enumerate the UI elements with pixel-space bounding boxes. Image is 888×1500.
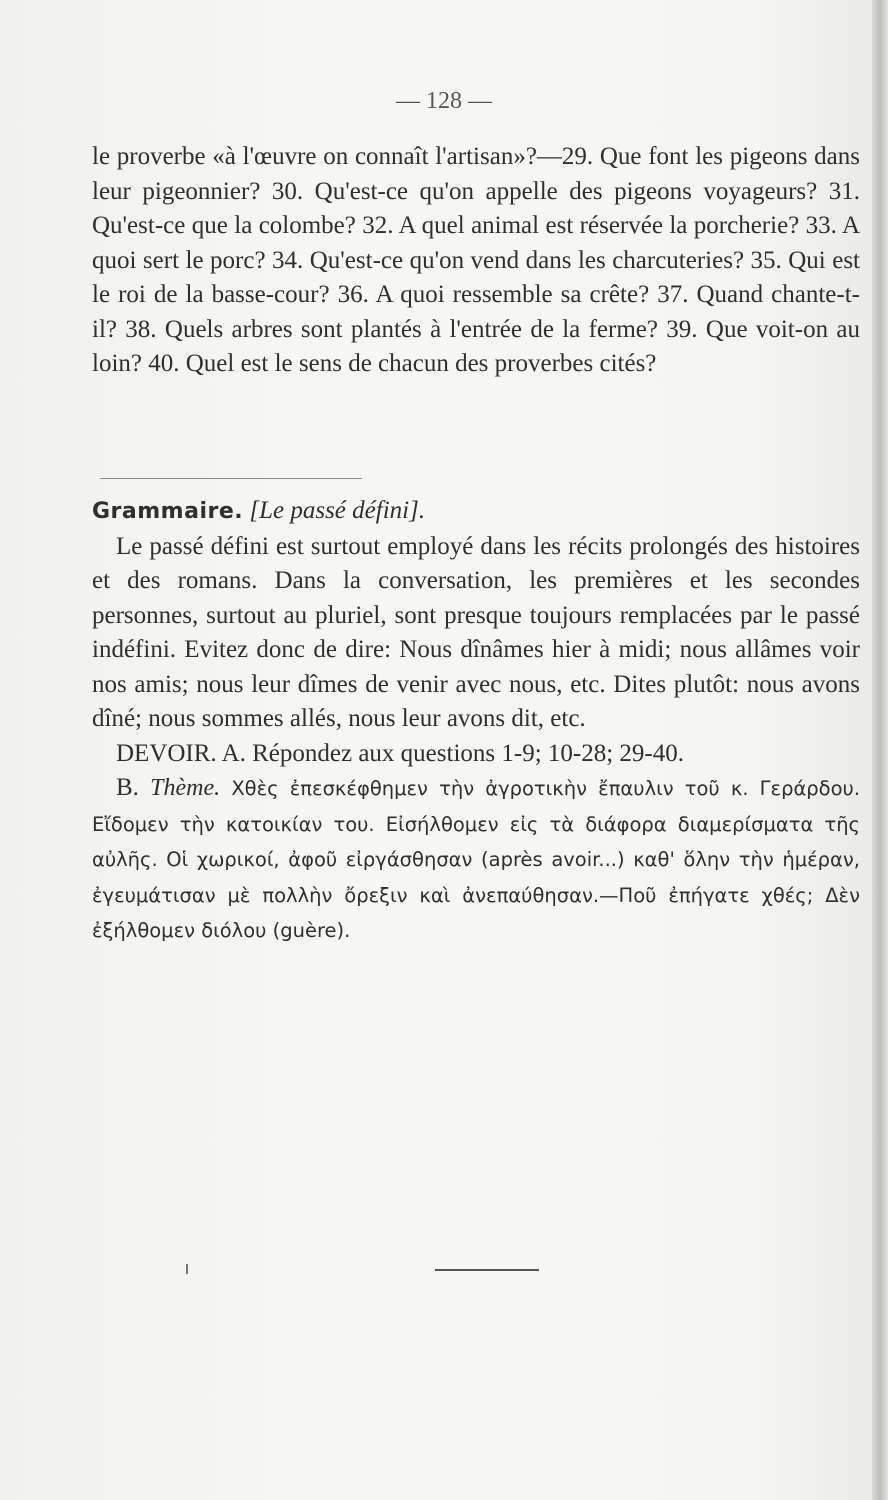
page-number: — 128 — [396, 88, 492, 114]
devoir-text: A. Répondez aux questions 1-9; 10-28; 29-40. [221, 739, 684, 767]
end-rule [435, 1269, 539, 1271]
grammar-subheading: [Le passé défini]. [249, 497, 426, 524]
grammar-section [92, 494, 860, 949]
margin-mark [186, 1264, 188, 1274]
theme-letter: B. [116, 774, 139, 801]
grammar-body: Le passé défini est surtout employé dans les récits prolongés des histoires et des romans. Dans la conversation, les premières et les secondes personnes, surtout au pluriel, sont presque toujours remplacées par le passé indéfini. Evitez donc de dire: Nous dînâmes hier à midi; nous allâmes voir nos amis; nous leur dîmes de venir avec nous, etc. Dites plutôt: nous avons dîné; nous sommes allés, nous leur avons dit, etc. [92, 532, 860, 732]
devoir-line [92, 737, 860, 772]
theme-paragraph [92, 771, 860, 949]
theme-text: Χθὲς ἐπεσκέφθημεν τὴν ἀγροτικὴν ἔπαυλιν τοῦ κ. Γεράρδου. Εἴδομεν τὴν κατοικίαν του. Εἰσήλθομεν εἰς τὰ διάφορα διαμερίσματα τῆς αὐλῆς. Οἱ χωρικοί, ἀφοῦ εἰργάσθησαν (après avoir...) καθ' ὅλην τὴν ἡμέραν, ἐγευμάτισαν μὲ πολλὴν ὄρεξιν καὶ ἀνεπαύθησαν.—Ποῦ ἐπήγατε χθές; Δὲν ἐξήλθομεν διόλου (guère). [92, 777, 861, 942]
questions-paragraph: le proverbe «à l'œuvre on connaît l'artisan»?—29. Que font les pigeons dans leur pigeonnier? 30. Qu'est-ce qu'on appelle des pigeons voyageurs? 31. Qu'est-ce que la colombe? 32. A quel animal est réservée la porcherie? 33. A quoi sert le porc? 34. Qu'est-ce qu'on vend dans les charcuteries? 35. Qui est le roi de la basse-cour? 36. A quoi ressemble sa crête? 37. Quand chante-t-il? 38. Quels arbres sont plantés à l'entrée de la ferme? 39. Que voit-on au loin? 40. Quel est le sens de chacun des proverbes cités? [92, 143, 860, 377]
grammar-heading: Grammaire. [92, 499, 244, 524]
theme-label: Thème. [150, 775, 221, 801]
devoir-label: DEVOIR. [116, 739, 217, 767]
questions-section [92, 140, 860, 382]
section-divider [100, 478, 362, 479]
grammar-heading-line [92, 494, 860, 530]
page-edge [872, 0, 888, 1500]
